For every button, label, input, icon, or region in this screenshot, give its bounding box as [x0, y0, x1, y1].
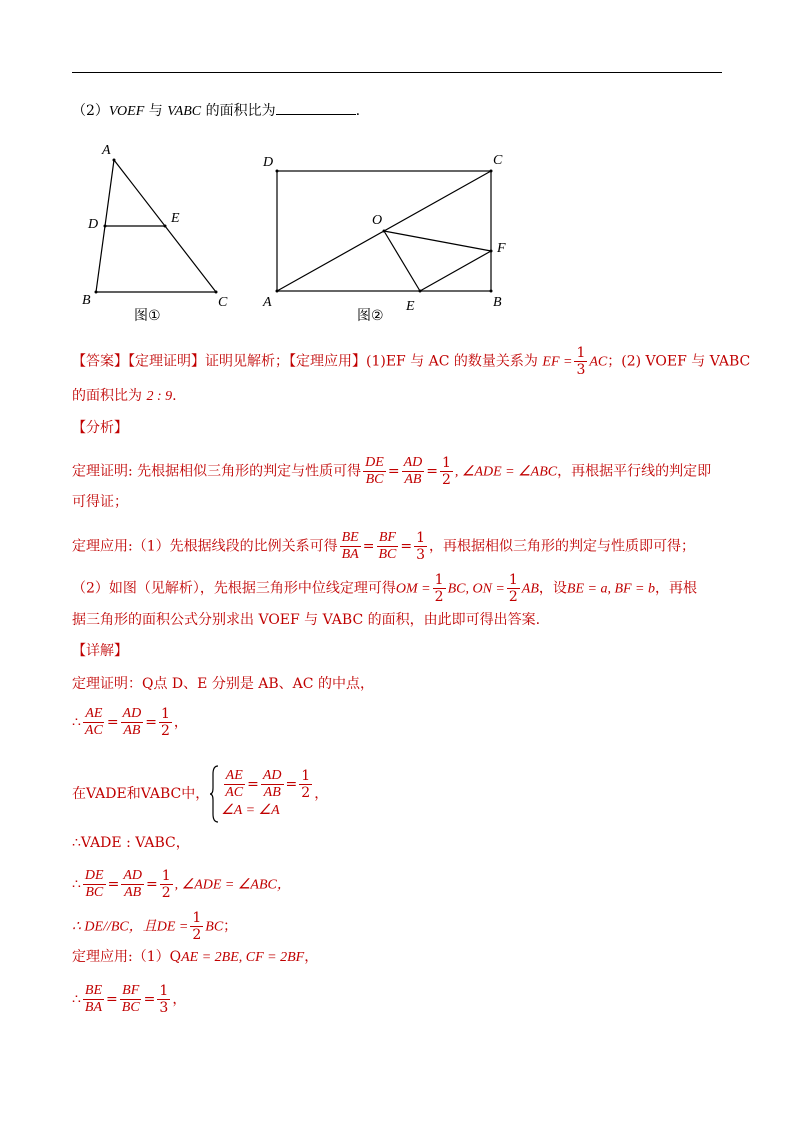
fraction [223, 768, 245, 801]
analysis-p3-line2: 据三角形的面积公式分别求出 VOEF 与 VABC 的面积，由此即可得出答案. [72, 612, 541, 628]
question-2 [72, 100, 360, 122]
de-eq: DE = [156, 919, 189, 935]
numerator: BE [341, 530, 359, 545]
denominator: 2 [160, 723, 170, 739]
detail-text: 定理应用:（1）Q [72, 949, 182, 965]
analysis-text: ，再根 [655, 580, 697, 597]
numerator: AD [122, 706, 142, 721]
answer-ratio: 2 : 9 [146, 389, 173, 404]
answer-lead: 【答案】【定理证明】证明见解析；【定理应用】(1)EF 与 AC 的数量关系为 [72, 353, 543, 370]
question-end: . [355, 103, 361, 119]
system-row-2: ∠A = ∠A [221, 802, 280, 818]
fraction [159, 706, 172, 739]
detail-line-1: 定理证明：Q点 D、E 分别是 AB、AC 的中点， [72, 676, 374, 692]
fraction [121, 868, 144, 901]
label-c: C [493, 153, 503, 168]
triangle-oef: VOEF [108, 104, 145, 119]
numerator: 1 [301, 767, 311, 784]
fraction [121, 706, 144, 739]
brace-icon [209, 764, 219, 824]
triangle-abc: VABC [167, 104, 202, 119]
variable-setting: BE = a, BF = b [566, 581, 655, 597]
numerator: BF [122, 983, 140, 998]
fraction [340, 530, 361, 563]
fraction [157, 983, 170, 1016]
answer-eq-lhs: EF = [542, 354, 573, 370]
fraction [120, 983, 142, 1016]
denominator: BC [378, 547, 397, 562]
denominator: BA [341, 547, 359, 562]
denominator: 3 [576, 362, 586, 378]
equation-system [209, 764, 314, 824]
om-eq: OM = [395, 581, 431, 597]
fraction [433, 572, 446, 605]
denominator: BC [121, 1000, 140, 1015]
numerator: AE [85, 706, 103, 721]
detail-line-6 [72, 910, 237, 943]
denominator: AB [404, 472, 422, 487]
denominator: 2 [441, 472, 451, 488]
denominator: 2 [434, 589, 444, 605]
fraction [83, 706, 105, 739]
denominator: AC [225, 784, 244, 800]
numerator: DE [84, 868, 104, 883]
label-d: D [263, 155, 274, 170]
detail-header: 【详解】 [72, 643, 128, 659]
question-text: 的面积比为 [201, 103, 276, 119]
fraction [376, 530, 398, 563]
detail-text: 在VADE和VABC中， [72, 786, 210, 802]
detail-line-4: ∴VADE : VABC， [72, 835, 190, 851]
denominator: 2 [192, 927, 202, 943]
figure-1-triangle [70, 138, 240, 328]
therefore-symbol: ∴ [72, 991, 81, 1008]
numerator: 1 [441, 455, 451, 471]
answer-end: . [172, 388, 177, 404]
detail-line-7 [72, 947, 318, 968]
denominator: AC [84, 723, 103, 738]
denominator: AB [124, 885, 142, 900]
denominator: 2 [301, 784, 311, 801]
punctuation: ， [172, 991, 187, 1008]
numerator: 1 [434, 572, 444, 588]
denominator: BC [365, 472, 384, 487]
label-a: A [263, 295, 272, 310]
punctuation: ， [314, 786, 329, 802]
numerator: 1 [192, 910, 202, 926]
denominator: BA [84, 1000, 103, 1015]
given-equation: AE = 2BE, CF = 2BF [181, 950, 305, 965]
analysis-header: 【分析】 [72, 420, 128, 436]
numerator: 1 [159, 983, 169, 999]
numerator: AD [262, 767, 282, 783]
analysis-p3 [72, 572, 697, 605]
answer-line-1 [72, 345, 750, 378]
answer-line-2 [72, 386, 177, 407]
on-eq: BC, ON = [447, 581, 505, 597]
angle-equality: , ∠ADE = ∠ABC， [174, 877, 291, 893]
analysis-text: ，设 [538, 580, 567, 597]
ab-term: AB [521, 581, 539, 597]
numerator: 1 [508, 572, 518, 588]
punctuation: ； [223, 918, 238, 935]
figure-2-caption: 图② [357, 308, 384, 324]
analysis-text: 定理证明: 先根据相似三角形的判定与性质可得 [72, 463, 362, 480]
analysis-p2: 定理应用:（1）先根据线段的比例关系可得 $\frac{BE}{BA}$ = $\frac{BF}{BC}$ = $\frac{1}{3}$ ，再根据相似三角形的判定与性质即可得； [72, 530, 696, 563]
fraction [507, 572, 520, 605]
analysis-text: （2）如图（见解析），先根据三角形中位线定理可得 [72, 580, 396, 597]
numerator: 1 [161, 868, 171, 884]
detail-line-3 [72, 764, 328, 824]
therefore-symbol: ∴ [72, 714, 81, 731]
analysis-text: ，再根据相似三角形的判定与性质即可得； [429, 538, 696, 555]
fraction [363, 455, 386, 488]
fraction [83, 983, 104, 1016]
therefore-symbol: ∴ [72, 876, 81, 893]
question-number: （2） [72, 103, 109, 119]
bc-term: BC [205, 919, 224, 935]
fraction [440, 455, 453, 488]
label-d: D [88, 217, 99, 232]
answer-blank [276, 100, 356, 115]
numerator: DE [365, 455, 384, 470]
label-a: A [102, 143, 111, 158]
label-o: O [372, 213, 383, 228]
numerator: AD [403, 455, 423, 470]
label-f: F [497, 241, 506, 256]
denominator: AB [263, 784, 281, 800]
analysis-p1: 定理证明: 先根据相似三角形的判定与性质可得 $\frac{DE}{BC}$ = $\frac{AD}{AB}$ = $\frac{1}{2}$ , ∠ADE = ∠ABC，再根据平行线的判定即 [72, 455, 712, 488]
fraction [402, 455, 425, 488]
label-e: E [171, 211, 180, 226]
fraction [414, 530, 427, 563]
denominator: AB [123, 723, 141, 738]
label-c: C [218, 295, 228, 310]
fraction [299, 768, 312, 801]
detail-line-5: ∴ $\frac{DE}{BC}$ = $\frac{AD}{AB}$ = $\frac{1}{2}$ , ∠ADE = ∠ABC， [72, 868, 291, 901]
denominator: 2 [508, 589, 518, 605]
label-b: B [493, 295, 502, 310]
fraction [160, 868, 173, 901]
system-row-1: $\frac{AE}{AC}$ = $\frac{AD}{AB}$ = $\frac{1}{2}$ [225, 767, 311, 801]
fraction [190, 910, 203, 943]
connector-text: 与 [144, 103, 168, 119]
punctuation: ， [173, 714, 188, 731]
denominator: 3 [159, 1000, 169, 1016]
detail-line-8: ∴ $\frac{BE}{BA}$ = $\frac{BF}{BC}$ = $\frac{1}{3}$ ， [72, 983, 187, 1016]
punctuation: ， [304, 949, 319, 965]
numerator: 1 [416, 530, 426, 546]
figure-1-caption: 图① [134, 308, 161, 324]
numerator: AE [225, 767, 243, 783]
numerator: BE [84, 983, 103, 998]
fraction [574, 345, 587, 378]
fraction [261, 768, 284, 801]
analysis-text: ，再根据平行线的判定即 [557, 463, 712, 480]
parallel-statement: ∴ DE//BC，且 [72, 919, 157, 935]
denominator: 3 [416, 547, 426, 563]
header-rule [72, 72, 722, 73]
denominator: 2 [161, 885, 171, 901]
fraction [83, 868, 106, 901]
angle-equality: , ∠ADE = ∠ABC [454, 464, 558, 480]
label-e: E [406, 299, 415, 314]
analysis-p1-line2: 可得证； [72, 494, 128, 510]
numerator: 1 [576, 345, 586, 361]
answer-eq-rhs: AC [589, 354, 608, 370]
denominator: BC [85, 885, 104, 900]
analysis-text: 定理应用:（1）先根据线段的比例关系可得 [72, 538, 338, 555]
numerator: 1 [160, 706, 170, 722]
label-b: B [82, 293, 91, 308]
answer-ratio-label: 的面积比为 [72, 388, 147, 404]
numerator: AD [123, 868, 142, 883]
answer-tail: ；(2) VOEF 与 VABC [607, 353, 751, 370]
numerator: BF [378, 530, 396, 545]
detail-line-2: ∴ $\frac{AE}{AC}$ = $\frac{AD}{AB}$ = $\frac{1}{2}$ ， [72, 706, 188, 739]
figure-2-rectangle [255, 148, 525, 328]
